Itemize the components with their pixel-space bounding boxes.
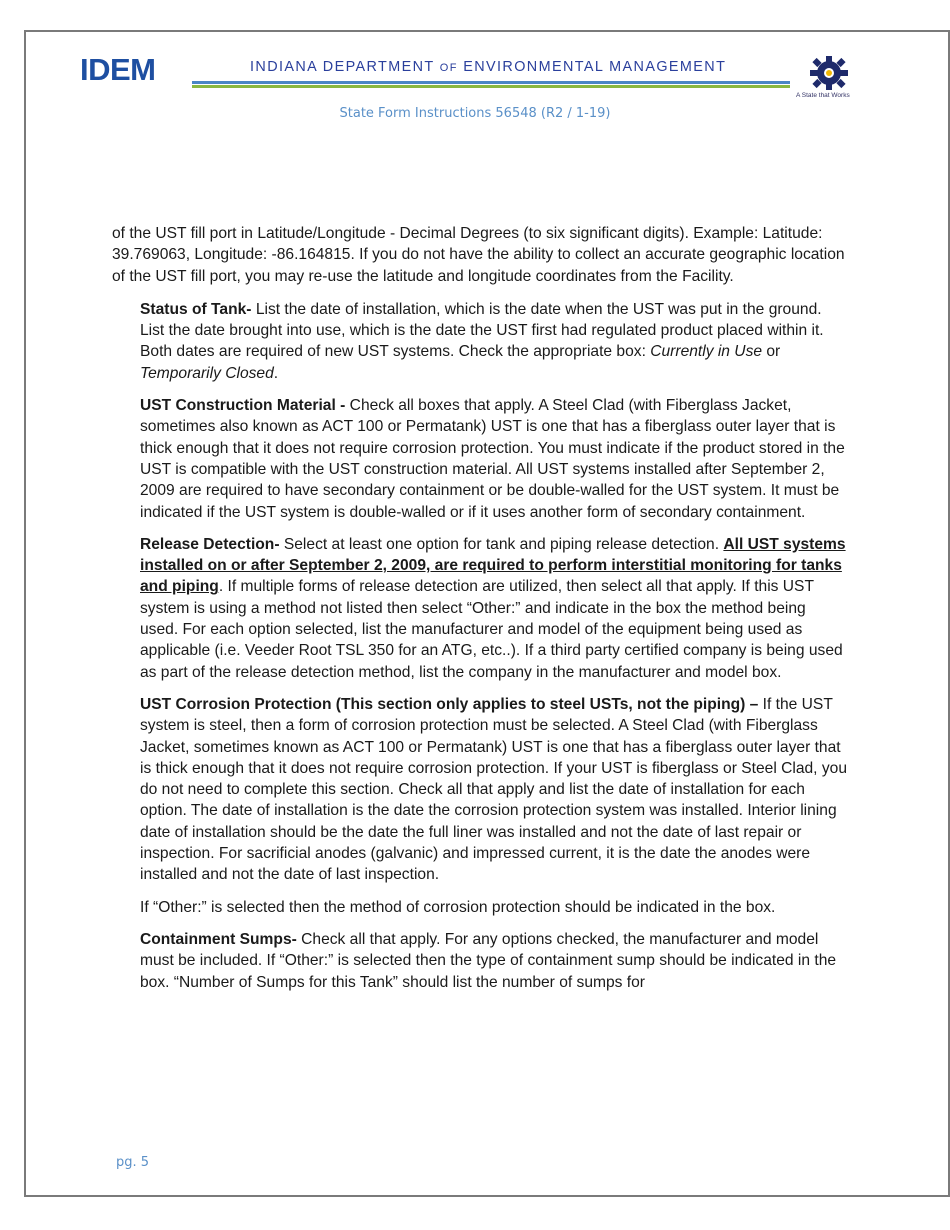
corrosion-protection-heading: UST Corrosion Protection (This section only applies to steel USTs, not the piping) – — [140, 695, 759, 713]
status-of-tank-heading: Status of Tank- — [140, 300, 252, 318]
department-title-part1: INDIANA DEPARTMENT — [250, 59, 435, 75]
release-detection-paragraph — [140, 534, 847, 683]
other-corrosion-note: If “Other:” is selected then the method of corrosion protection should be indicated in the box. — [140, 898, 776, 916]
containment-sumps-paragraph — [140, 929, 847, 993]
status-or: or — [762, 343, 781, 361]
release-detection-text-2: . If multiple forms of release detection are utilized, then select all that apply. If this UST system is using a method not listed then select “Other:” and indicate in the box the method being used. For each option selected, list the manufacturer and model of the equipment being used as applicable (i.e. Veeder Root TSL 350 for an ATG, etc..). If a third party certified company is being used as part of the release detection method, list the company in the manufacturer and model box. — [140, 578, 843, 681]
release-detection-text-1: Select at least one option for tank and piping release detection. — [279, 535, 724, 553]
construction-material-text: Check all boxes that apply. A Steel Clad (with Fiberglass Jacket, sometimes also known as ACT 100 or Permatank) UST is one that has a fiberglass outer layer that is thick enough that it does not require corrosion protection. You must indicate if the product stored in the UST is compatible with the UST construction material. All UST systems installed after September 2, 2009 are required to have secondary containment or be double-walled for the UST system. It must be indicated if the UST system is double-walled or if it uses another form of secondary containment. — [140, 397, 845, 521]
corrosion-protection-paragraph — [140, 694, 847, 886]
department-title — [250, 59, 726, 75]
instructions-body — [112, 223, 847, 1004]
construction-material-paragraph — [140, 395, 847, 523]
page-number: pg. 5 — [116, 1155, 150, 1170]
status-end: . — [273, 364, 279, 382]
release-detection-emphasis: All UST systems installed on or after September 2, 2009, are required to perform interstitial monitoring for tanks and piping — [140, 535, 846, 596]
department-title-part2: ENVIRONMENTAL MANAGEMENT — [463, 59, 727, 75]
construction-material-heading: UST Construction Material - — [140, 397, 346, 415]
release-detection-heading: Release Detection- — [140, 535, 280, 553]
status-option-in-use: Currently in Use — [650, 343, 763, 361]
containment-sumps-text: Check all that apply. For any options checked, the manufacturer and model must be included. If “Other:” is selected then the type of containment sump should be indicated in the box. “Number of Sumps for this Tank” should list the number of sumps for — [140, 930, 837, 991]
status-of-tank-paragraph — [140, 299, 847, 384]
status-option-closed: Temporarily Closed — [140, 364, 274, 382]
header-rule-blue — [192, 81, 790, 84]
department-title-of: OF — [439, 62, 458, 74]
form-id-subtitle: State Form Instructions 56548 (R2 / 1-19) — [339, 106, 611, 121]
corrosion-protection-text: If the UST system is steel, then a form of corrosion protection must be selected. A Steel Clad (with Fiberglass Jacket, sometimes known as ACT 100 or Permatank) UST is one that has a fiberglass outer layer that is thick enough that it does not require corrosion protection. If your UST is fiberglass or Steel Clad, you do not need to complete this section. Check all that apply and list the date of installation for each option. The date of installation is the date the corrosion protection system was installed. Interior lining date of installation should be the date the full liner was installed and not the date of last repair or inspection. For sacrificial anodes (galvanic) and impressed current, it is the date the anodes were installed and not the date of last inspection. — [140, 695, 847, 884]
intro-paragraph: of the UST fill port in Latitude/Longitude - Decimal Degrees (to six significant digits). Example: Latitude: 39.769063, Longitude: -86.164815. If you do not have the ability to collect an accurate geographic location of the UST fill port, you may re-use the latitude and longitude coordinates from the Facility. — [112, 225, 845, 285]
seal-tagline: A State that Works — [796, 92, 850, 99]
header-rule-green — [192, 85, 790, 88]
containment-sumps-heading: Containment Sumps- — [140, 930, 297, 948]
idem-logo: IDEM — [80, 52, 156, 87]
status-of-tank-text: List the date of installation, which is the date when the UST was put in the ground. List the date brought into use, which is the date the UST first had regulated product placed within it. Both dates are required of new UST systems. Check the appropriate box: — [140, 300, 824, 361]
state-seal-icon — [806, 54, 852, 92]
